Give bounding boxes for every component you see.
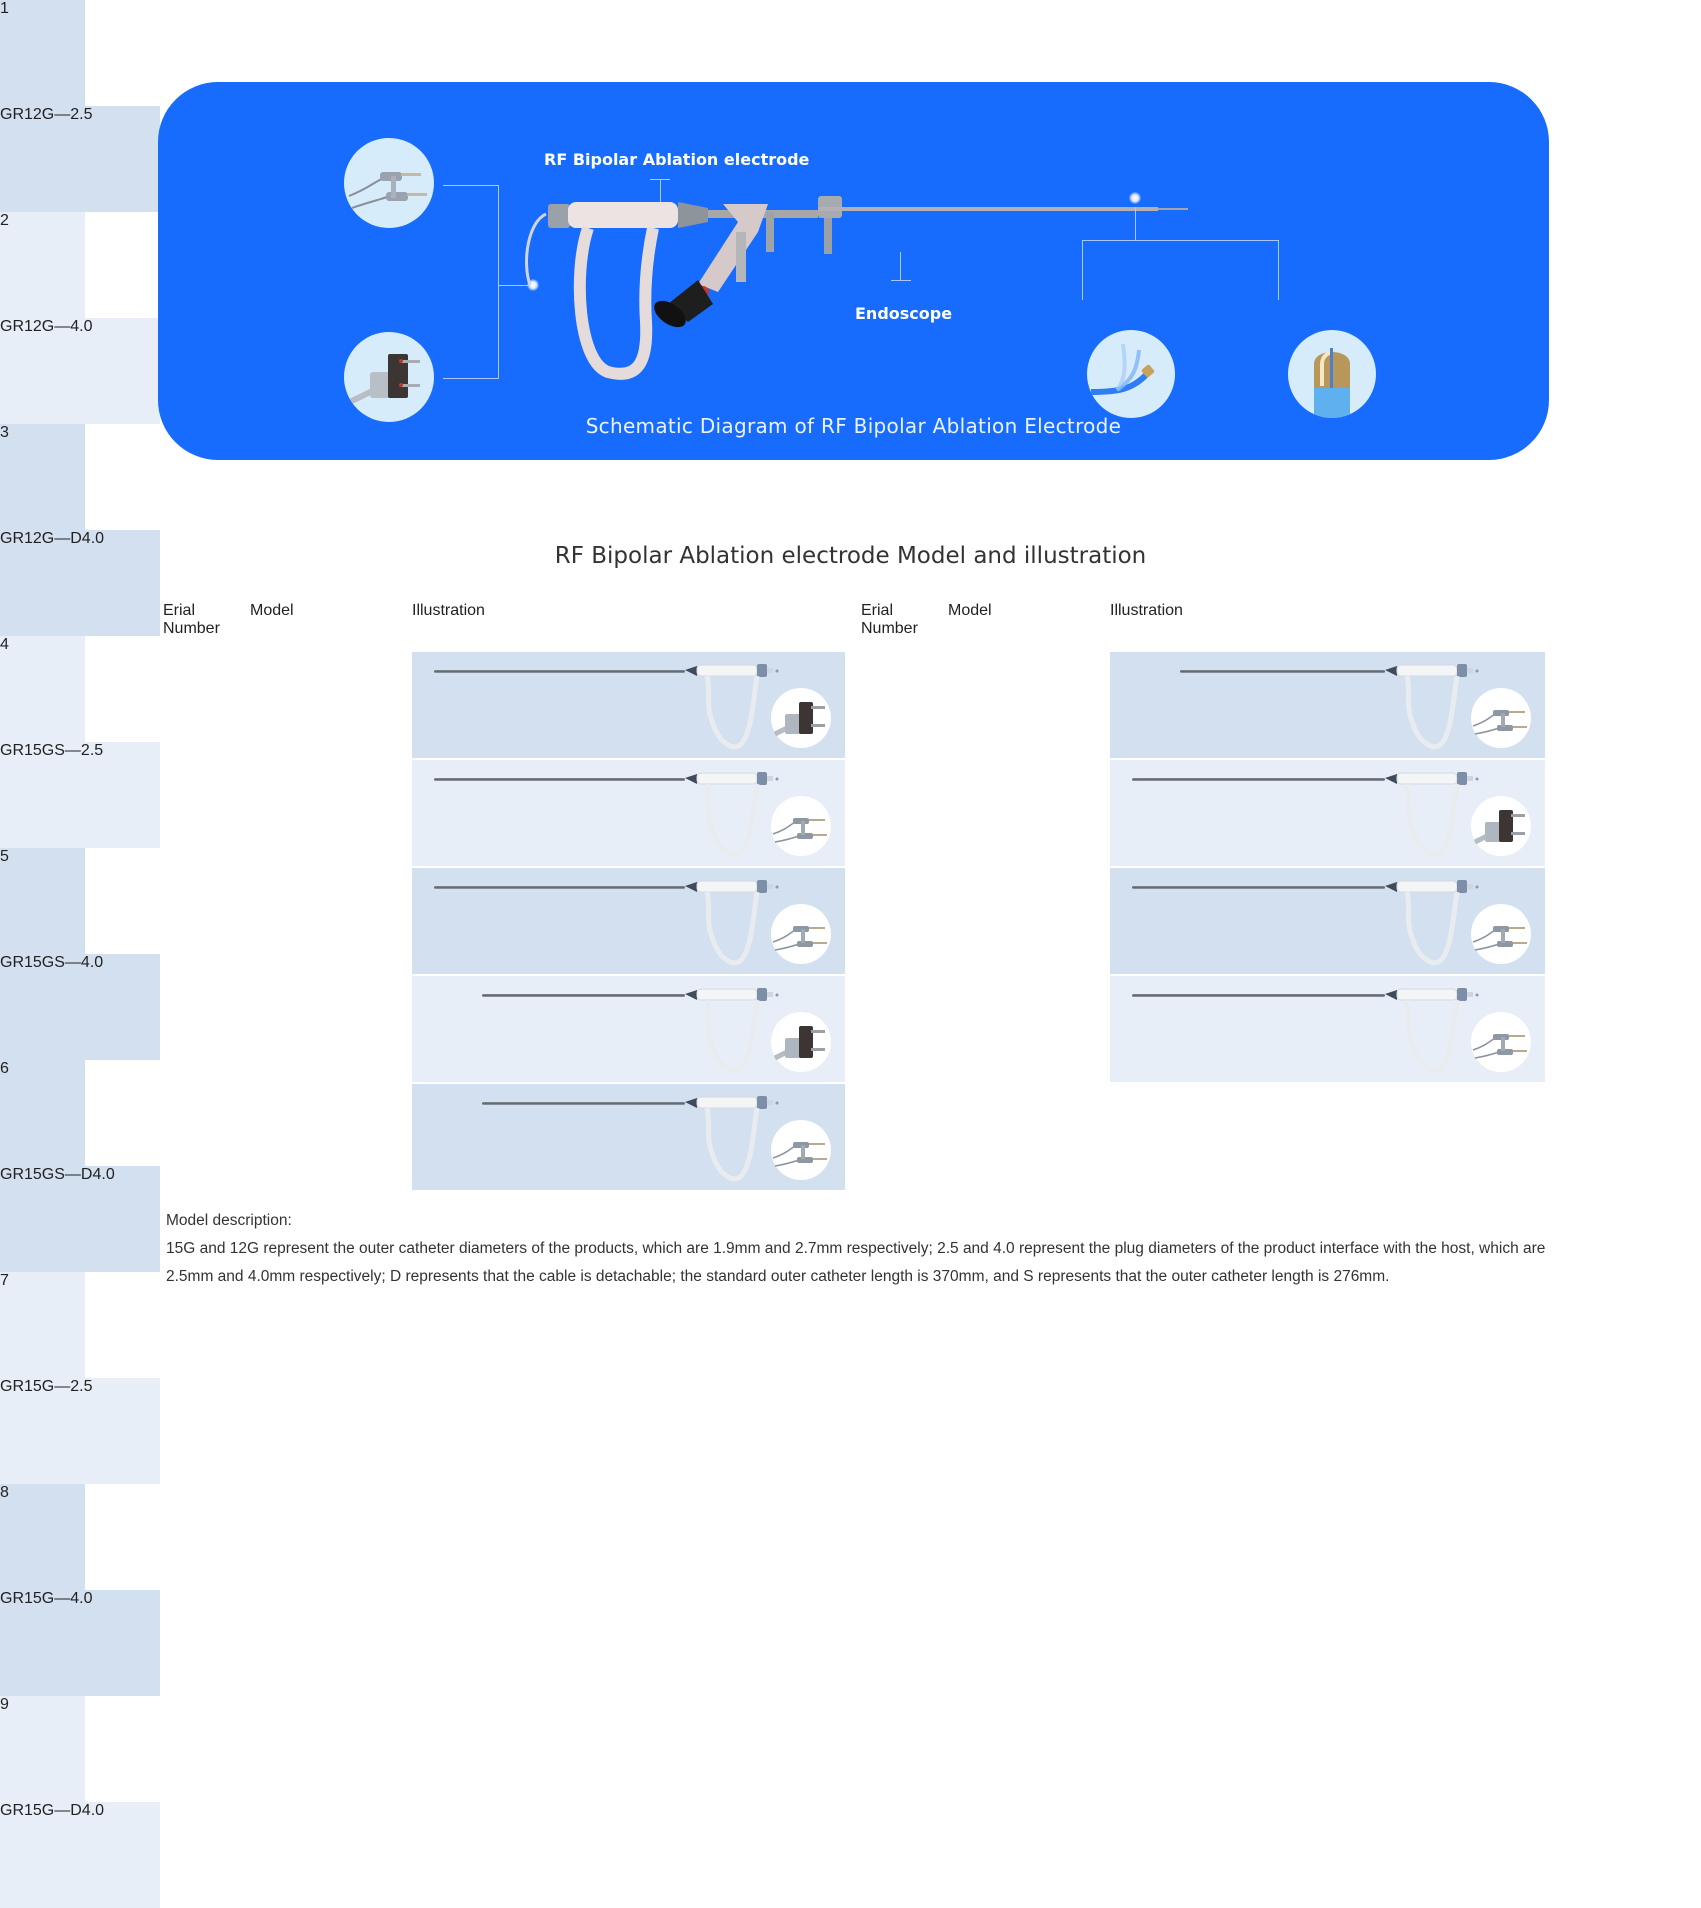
banana-plug-image	[771, 796, 831, 856]
model-name: GR15GS—4.0	[0, 954, 104, 971]
serial-number: 2	[0, 212, 9, 229]
serial-number-cell	[0, 1060, 85, 1166]
serial-number-cell	[0, 1272, 85, 1378]
serial-number: 1	[0, 0, 9, 17]
catheter-shaft	[1132, 994, 1385, 997]
description-heading: Model description:	[166, 1212, 292, 1229]
model-name: GR15GS—D4.0	[0, 1166, 115, 1183]
tip-bracket-line	[1278, 240, 1279, 300]
catheter-shaft	[482, 1102, 685, 1105]
column-header-model: Model	[948, 602, 992, 619]
column-header-serial: Erial Number	[861, 602, 918, 637]
schematic-banner	[158, 82, 1549, 460]
banana-plug-icon	[1471, 688, 1531, 748]
model-name: GR12G—D4.0	[0, 530, 105, 547]
illustration-cell	[1110, 976, 1545, 1082]
catheter-shaft	[434, 670, 685, 673]
model-name: GR12G—2.5	[0, 106, 93, 123]
model-name: GR15G—D4.0	[0, 1802, 105, 1819]
connector-bracket-line	[498, 185, 499, 378]
serial-number-cell	[0, 636, 85, 742]
serial-number-cell	[0, 212, 85, 318]
column-header-serial: Erial Number	[163, 602, 220, 637]
connector-bracket-line	[443, 185, 499, 186]
model-description	[166, 1207, 1546, 1291]
column-header-illustration: Illustration	[1110, 602, 1183, 619]
model-cell	[0, 954, 160, 1060]
bendable-tip-image	[1087, 330, 1175, 418]
catheter-shaft	[1132, 778, 1385, 781]
illustration-cell	[412, 652, 845, 758]
illustration-cell	[412, 868, 845, 974]
illustration-cell	[1110, 652, 1545, 758]
banana-plug-icon	[771, 904, 831, 964]
model-cell	[0, 742, 160, 848]
illustration-cell	[412, 1084, 845, 1190]
banana-plug-image	[771, 904, 831, 964]
model-name: GR15GS—2.5	[0, 742, 104, 759]
banana-plug-icon	[344, 138, 434, 228]
product-label: RF Bipolar Ablation electrode	[544, 150, 810, 169]
banana-plug-connector-image	[344, 138, 434, 228]
flat-plug-image	[771, 688, 831, 748]
serial-number: 3	[0, 424, 9, 441]
model-cell	[0, 1166, 160, 1272]
serial-number-cell	[0, 1484, 85, 1590]
column-header-illustration: Illustration	[412, 602, 485, 619]
model-cell	[0, 1802, 160, 1908]
serial-number: 4	[0, 636, 9, 653]
serial-number-cell	[0, 1696, 85, 1802]
table-row	[0, 1484, 1701, 1696]
banana-plug-icon	[771, 1120, 831, 1180]
banana-plug-image	[1471, 688, 1531, 748]
serial-number: 5	[0, 848, 9, 865]
model-name: GR12G—4.0	[0, 318, 93, 335]
serial-number-cell	[0, 848, 85, 954]
serial-number-cell	[0, 0, 85, 106]
banana-plug-image	[1471, 904, 1531, 964]
tip-bracket-line	[1135, 207, 1136, 240]
illustration-cell	[1110, 760, 1545, 866]
endoscope-label: Endoscope	[855, 304, 953, 323]
flat-plug-connector-image	[344, 332, 434, 422]
model-name: GR15G—4.0	[0, 1590, 93, 1607]
banana-plug-icon	[1471, 1012, 1531, 1072]
illustration-cell	[412, 976, 845, 1082]
electrode-tip-icon	[1288, 330, 1376, 418]
serial-number: 9	[0, 1696, 9, 1713]
flat-plug-icon	[771, 1012, 831, 1072]
table-row	[0, 1272, 1701, 1484]
model-cell	[0, 106, 160, 212]
catheter-shaft	[434, 778, 685, 781]
catheter-shaft	[434, 886, 685, 889]
model-name: GR15G—2.5	[0, 1378, 93, 1395]
flat-plug-icon	[344, 332, 434, 422]
banana-plug-image	[771, 1120, 831, 1180]
electrode-tip-image	[1288, 330, 1376, 418]
banana-plug-icon	[771, 796, 831, 856]
ablation-electrode-device-image	[518, 192, 1418, 452]
serial-number-cell	[0, 424, 85, 530]
tip-bracket-line	[1082, 240, 1278, 241]
flat-plug-icon	[1471, 796, 1531, 856]
bendable-tip-icon	[1087, 330, 1175, 418]
tip-glow	[1129, 192, 1141, 204]
description-body: 15G and 12G represent the outer catheter diameters of the products, which are 1.9mm and 2.7mm respectively; 2.5 and 4.0 represent the plug diameters of the product interface with the host, which are 2.5mm and 4.0mm respectively; D represents that the cable is detachable; the standard outer catheter length is 370mm, and S represents that the outer catheter length is 276mm.	[166, 1240, 1546, 1285]
endoscope-label-line	[900, 252, 901, 280]
endoscope-label-line	[891, 280, 911, 281]
model-cell	[0, 318, 160, 424]
connector-bracket-line	[443, 378, 499, 379]
model-cell	[0, 1590, 160, 1696]
illustration-cell	[412, 760, 845, 866]
catheter-shaft	[1180, 670, 1385, 673]
serial-number: 6	[0, 1060, 9, 1077]
serial-number: 8	[0, 1484, 9, 1501]
section-title: RF Bipolar Ablation electrode Model and illustration	[554, 543, 1147, 569]
catheter-shaft	[482, 994, 685, 997]
tip-bracket-line	[1082, 240, 1083, 300]
banana-plug-icon	[1471, 904, 1531, 964]
banner-caption: Schematic Diagram of RF Bipolar Ablation Electrode	[585, 414, 1122, 438]
catheter-shaft	[1132, 886, 1385, 889]
flat-plug-image	[1471, 796, 1531, 856]
table-row	[0, 1696, 1701, 1908]
banana-plug-image	[1471, 1012, 1531, 1072]
column-header-model: Model	[250, 602, 294, 619]
illustration-cell	[1110, 868, 1545, 974]
model-cell	[0, 1378, 160, 1484]
flat-plug-image	[771, 1012, 831, 1072]
serial-number: 7	[0, 1272, 9, 1289]
flat-plug-icon	[771, 688, 831, 748]
